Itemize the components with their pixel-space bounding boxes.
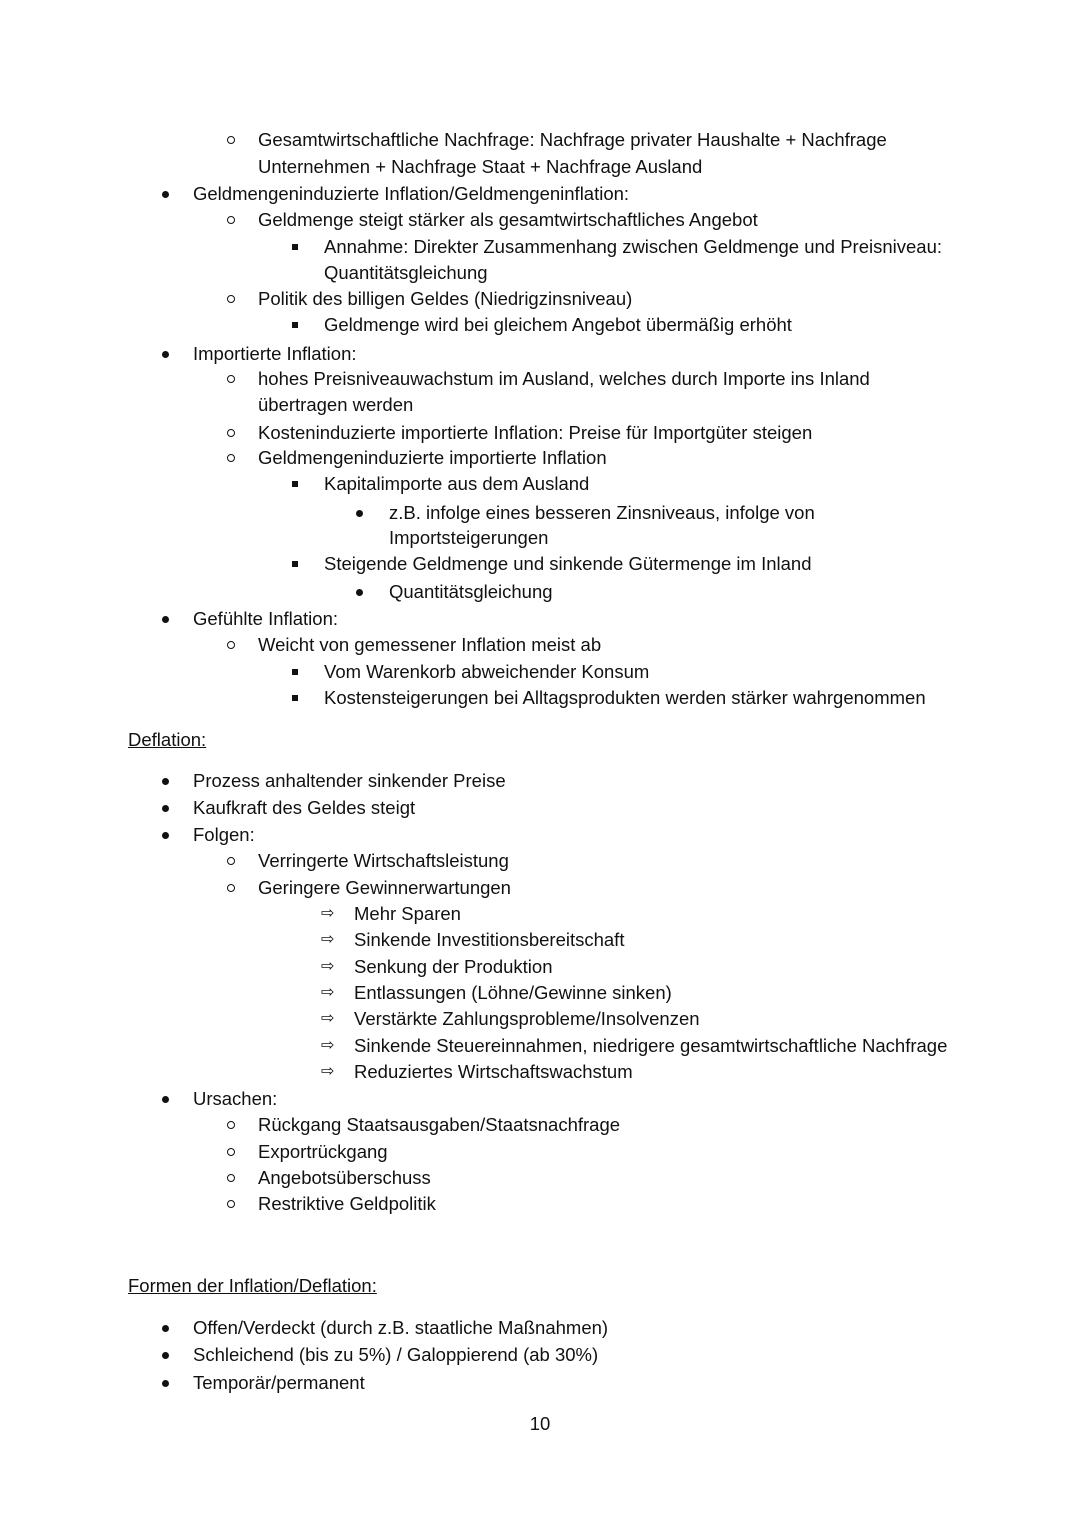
list-item: Vom Warenkorb abweichender Konsum	[324, 661, 650, 682]
arrow-right-icon: ⇨	[321, 1063, 335, 1080]
list-item: Kapitalimporte aus dem Ausland	[324, 473, 590, 494]
list-item: Gefühlte Inflation:	[193, 608, 339, 629]
bullet-dot-icon	[162, 1315, 169, 1332]
list-item: Entlassungen (Löhne/Gewinne sinken)	[354, 982, 672, 1003]
deflation-heading: Deflation:	[128, 729, 207, 750]
list-item: Folgen:	[193, 824, 255, 845]
list-item: Verstärkte Zahlungsprobleme/Insolvenzen	[354, 1008, 700, 1029]
bullet-circle-icon	[227, 875, 235, 892]
list-item: Sinkende Investitionsbereitschaft	[354, 929, 625, 950]
bullet-dot-icon	[162, 795, 169, 812]
list-item: Temporär/permanent	[193, 1372, 365, 1393]
list-item: Weicht von gemessener Inflation meist ab	[258, 634, 602, 655]
list-item: Sinkende Steuereinnahmen, niedrigere gesamtwirtschaftliche Nachfrage	[354, 1035, 948, 1056]
bullet-circle-icon	[227, 1191, 235, 1208]
bullet-dot-icon	[356, 579, 363, 596]
arrow-right-icon: ⇨	[321, 984, 335, 1001]
bullet-square-icon	[292, 471, 298, 487]
list-item: Senkung der Produktion	[354, 956, 553, 977]
list-item: Schleichend (bis zu 5%) / Galoppierend (ab 30%)	[193, 1344, 599, 1365]
list-item: Kosteninduzierte importierte Inflation: Preise für Importgüter steigen	[258, 422, 813, 443]
bullet-circle-icon	[227, 127, 235, 144]
list-item: Prozess anhaltender sinkender Preise	[193, 770, 506, 791]
bullet-dot-icon	[162, 1086, 169, 1103]
list-item: Geldmenge wird bei gleichem Angebot übermäßig erhöht	[324, 314, 792, 335]
list-item: Importsteigerungen	[389, 527, 549, 548]
list-item: Mehr Sparen	[354, 903, 461, 924]
arrow-right-icon: ⇨	[321, 958, 335, 975]
list-item: Quantitätsgleichung	[389, 581, 553, 602]
list-item: Quantitätsgleichung	[324, 262, 488, 283]
bullet-dot-icon	[162, 341, 169, 358]
bullet-dot-icon	[162, 1342, 169, 1359]
bullet-circle-icon	[227, 1165, 235, 1182]
list-item: Unternehmen + Nachfrage Staat + Nachfrage Ausland	[258, 156, 703, 177]
arrow-right-icon: ⇨	[321, 1010, 335, 1027]
list-item: Angebotsüberschuss	[258, 1167, 431, 1188]
bullet-circle-icon	[227, 286, 235, 303]
bullet-dot-icon	[162, 768, 169, 785]
bullet-square-icon	[292, 551, 298, 567]
list-item: Restriktive Geldpolitik	[258, 1193, 436, 1214]
arrow-right-icon: ⇨	[321, 905, 335, 922]
list-item: Gesamtwirtschaftliche Nachfrage: Nachfrage privater Haushalte + Nachfrage	[258, 129, 887, 150]
arrow-right-icon: ⇨	[321, 1037, 335, 1054]
list-item: Geringere Gewinnerwartungen	[258, 877, 511, 898]
list-item: Offen/Verdeckt (durch z.B. staatliche Maßnahmen)	[193, 1317, 609, 1338]
list-item: Geldmengeninduzierte Inflation/Geldmengeninflation:	[193, 183, 630, 204]
list-item: Annahme: Direkter Zusammenhang zwischen Geldmenge und Preisniveau:	[324, 236, 943, 257]
formen-heading: Formen der Inflation/Deflation:	[128, 1275, 377, 1296]
bullet-dot-icon	[162, 1370, 169, 1387]
list-item: hohes Preisniveauwachstum im Ausland, welches durch Importe ins Inland	[258, 368, 870, 389]
list-item: Geldmengeninduzierte importierte Inflation	[258, 447, 607, 468]
bullet-circle-icon	[227, 1139, 235, 1156]
bullet-circle-icon	[227, 366, 235, 383]
list-item: z.B. infolge eines besseren Zinsniveaus, infolge von	[389, 502, 815, 523]
page-number: 10	[529, 1413, 551, 1434]
list-item: Reduziertes Wirtschaftswachstum	[354, 1061, 633, 1082]
list-item: Ursachen:	[193, 1088, 278, 1109]
bullet-circle-icon	[227, 632, 235, 649]
bullet-dot-icon	[162, 181, 169, 198]
bullet-circle-icon	[227, 420, 235, 437]
bullet-dot-icon	[162, 606, 169, 623]
list-item: übertragen werden	[258, 394, 414, 415]
bullet-circle-icon	[227, 445, 235, 462]
bullet-circle-icon	[227, 848, 235, 865]
list-item: Steigende Geldmenge und sinkende Gütermenge im Inland	[324, 553, 812, 574]
list-item: Rückgang Staatsausgaben/Staatsnachfrage	[258, 1114, 621, 1135]
list-item: Geldmenge steigt stärker als gesamtwirtschaftliches Angebot	[258, 209, 758, 230]
bullet-dot-icon	[356, 500, 363, 517]
bullet-circle-icon	[227, 1112, 235, 1129]
bullet-square-icon	[292, 659, 298, 675]
list-item: Kaufkraft des Geldes steigt	[193, 797, 416, 818]
bullet-dot-icon	[162, 822, 169, 839]
bullet-square-icon	[292, 685, 298, 701]
list-item: Exportrückgang	[258, 1141, 388, 1162]
bullet-square-icon	[292, 312, 298, 328]
list-item: Politik des billigen Geldes (Niedrigzinsniveau)	[258, 288, 633, 309]
list-item: Verringerte Wirtschaftsleistung	[258, 850, 509, 871]
arrow-right-icon: ⇨	[321, 931, 335, 948]
bullet-square-icon	[292, 234, 298, 250]
list-item: Importierte Inflation:	[193, 343, 357, 364]
bullet-circle-icon	[227, 207, 235, 224]
list-item: Kostensteigerungen bei Alltagsprodukten werden stärker wahrgenommen	[324, 687, 926, 708]
